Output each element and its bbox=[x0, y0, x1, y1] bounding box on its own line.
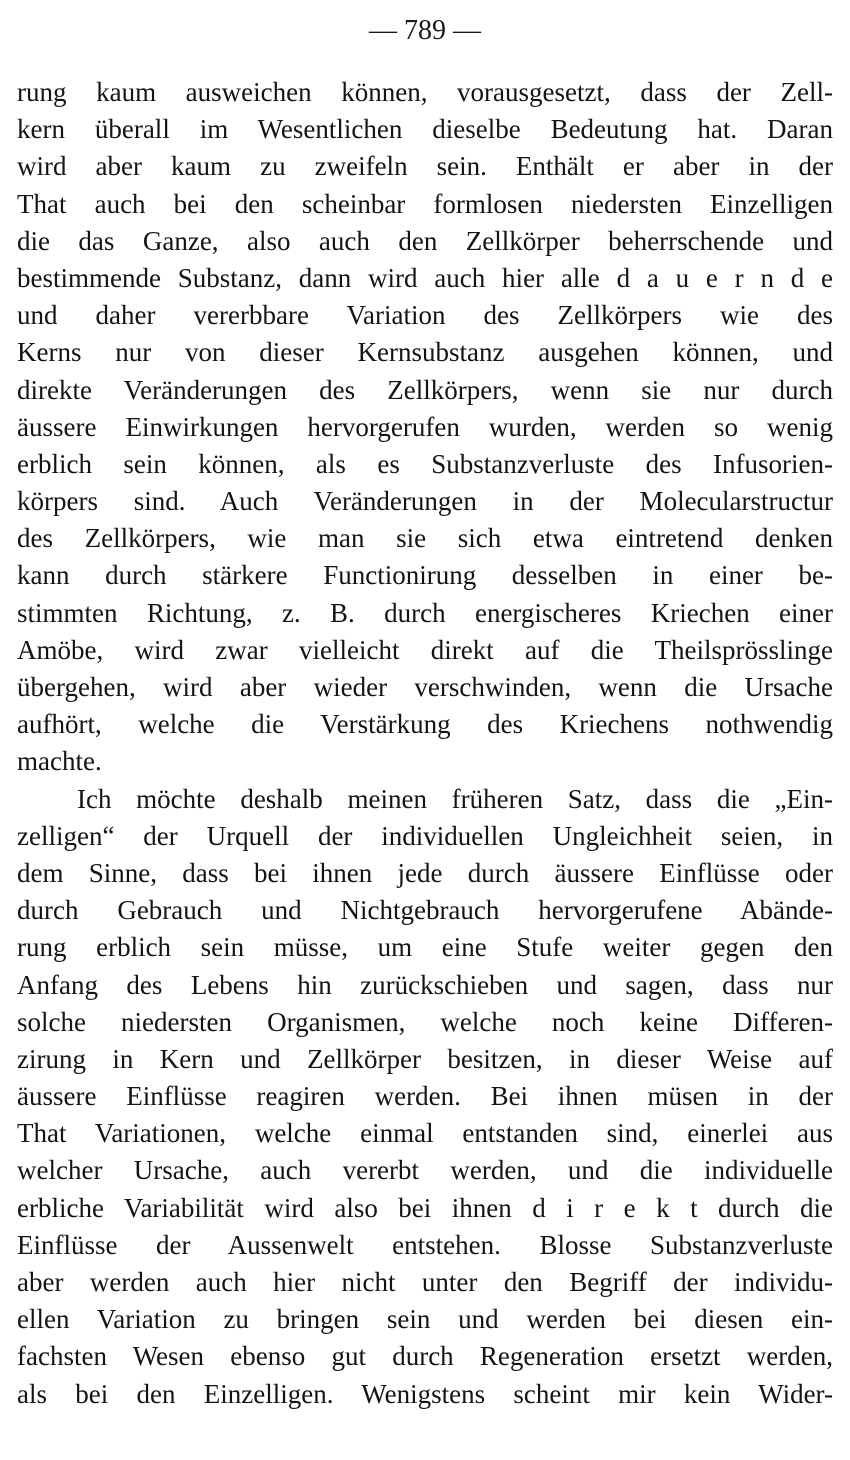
text-line: dem Sinne, dass bei ihnen jede durch äussere Einflüsse oder bbox=[17, 857, 833, 888]
text-line: die das Ganze, also auch den Zellkörper beherrschende und bbox=[17, 225, 833, 256]
text-line: stimmten Richtung, z. B. durch energischeres Kriechen einer bbox=[17, 597, 833, 628]
paragraph-start-line: Ich möchte deshalb meinen früheren Satz, dass die „Ein- bbox=[77, 783, 833, 814]
text-line: erblich sein können, als es Substanzverluste des Infusorien- bbox=[17, 448, 833, 479]
text-line: zirung in Kern und Zellkörper besitzen, in dieser Weise auf bbox=[17, 1043, 833, 1074]
text-line: direkte Veränderungen des Zellkörpers, wenn sie nur durch bbox=[17, 374, 833, 405]
text-line: kann durch stärkere Functionirung desselben in einer be- bbox=[17, 560, 833, 591]
text-line: rung kaum ausweichen können, vorausgesetzt, dass der Zell- bbox=[17, 77, 833, 107]
text-line: fachsten Wesen ebenso gut durch Regeneration ersetzt werden, bbox=[17, 1341, 833, 1372]
text-line: körpers sind. Auch Veränderungen in der Molecularstructur bbox=[17, 486, 833, 517]
text-line: als bei den Einzelligen. Wenigstens scheint mir kein Wider- bbox=[17, 1378, 833, 1409]
text-line: und daher vererbbare Variation des Zellkörpers wie des bbox=[17, 300, 833, 331]
page-number: — 789 — bbox=[369, 15, 481, 46]
text-line: erbliche Variabilität wird also bei ihnen d i r e k t durch die bbox=[17, 1192, 833, 1223]
text-line: durch Gebrauch und Nichtgebrauch hervorgerufene Abände- bbox=[17, 895, 833, 926]
text-line: Amöbe, wird zwar vielleicht direkt auf die Theilsprösslinge bbox=[17, 634, 833, 665]
text-line: ellen Variation zu bringen sein und werden bei diesen ein- bbox=[17, 1304, 833, 1335]
text-line: welcher Ursache, auch vererbt werden, und die individuelle bbox=[17, 1155, 833, 1186]
text-line: übergehen, wird aber wieder verschwinden, wenn die Ursache bbox=[17, 672, 833, 702]
text-line: That auch bei den scheinbar formlosen niedersten Einzelligen bbox=[17, 188, 833, 219]
text-line: des Zellkörpers, wie man sie sich etwa eintretend denken bbox=[17, 523, 833, 554]
text-line: äussere Einwirkungen hervorgerufen wurden, werden so wenig bbox=[17, 411, 833, 442]
text-line: Kerns nur von dieser Kernsubstanz ausgehen können, und bbox=[17, 337, 833, 368]
text-line: solche niedersten Organismen, welche noch keine Differen- bbox=[17, 1006, 833, 1037]
text-line: Anfang des Lebens hin zurückschieben und sagen, dass nur bbox=[17, 969, 833, 1000]
text-line: rung erblich sein müsse, um eine Stufe weiter gegen den bbox=[17, 932, 833, 963]
paragraph-end-line: machte. bbox=[17, 746, 102, 777]
body-text bbox=[17, 74, 833, 1413]
text-line: wird aber kaum zu zweifeln sein. Enthält er aber in der bbox=[17, 151, 833, 182]
text-line: aufhört, welche die Verstärkung des Kriechens nothwendig bbox=[17, 709, 833, 740]
text-line: That Variationen, welche einmal entstanden sind, einerlei aus bbox=[17, 1118, 833, 1149]
text-line: bestimmende Substanz, dann wird auch hier alle d a u e r n d e bbox=[17, 262, 833, 293]
text-line: zelligen“ der Urquell der individuellen Ungleichheit seien, in bbox=[17, 820, 833, 851]
text-line: aber werden auch hier nicht unter den Begriff der individu- bbox=[17, 1267, 833, 1297]
text-line: äussere Einflüsse reagiren werden. Bei ihnen müsen in der bbox=[17, 1081, 833, 1112]
text-line: kern überall im Wesentlichen dieselbe Bedeutung hat. Daran bbox=[17, 114, 833, 145]
text-line: Einflüsse der Aussenwelt entstehen. Blosse Substanzverluste bbox=[17, 1229, 833, 1260]
